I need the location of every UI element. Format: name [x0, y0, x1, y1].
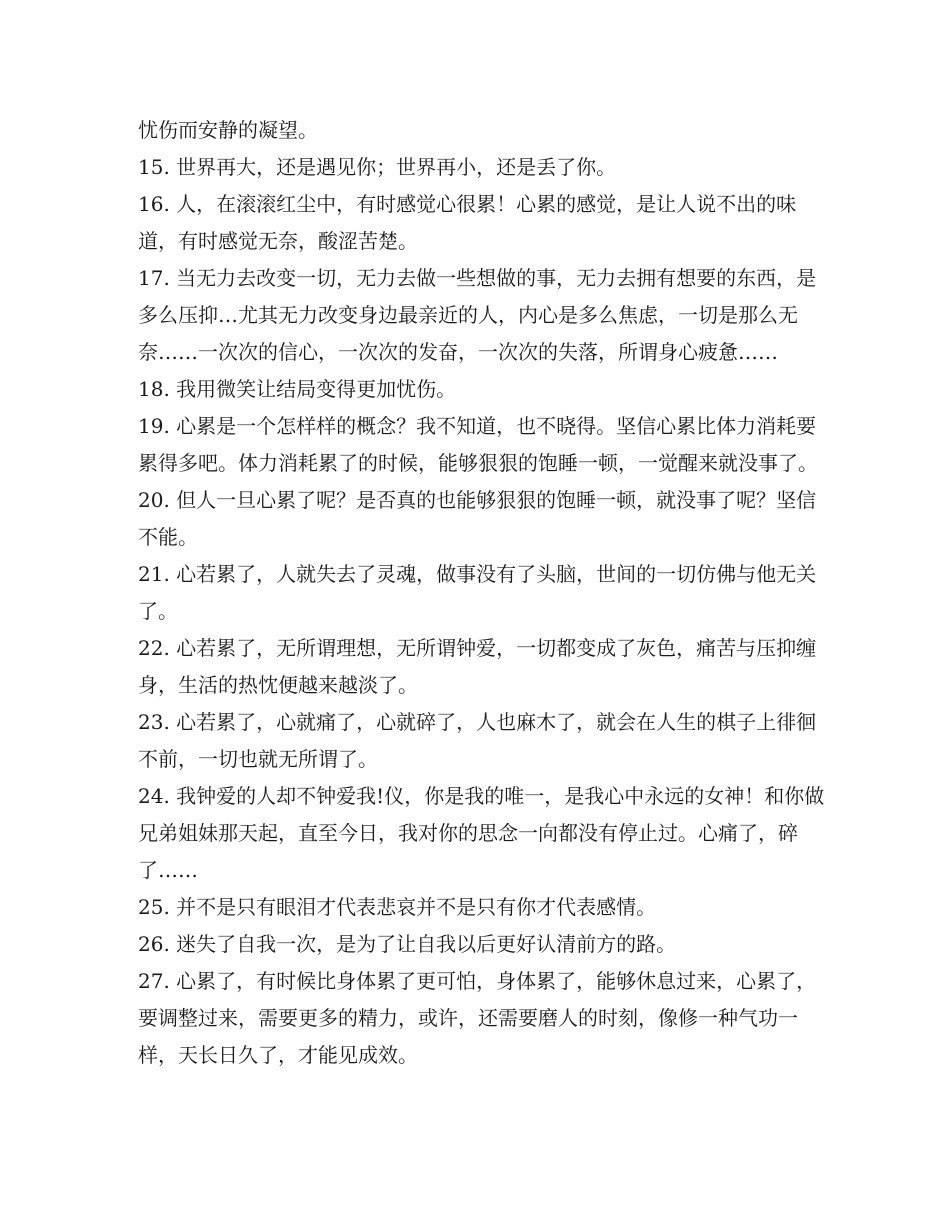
paragraph-item — [138, 408, 828, 482]
paragraph-item — [138, 630, 828, 704]
paragraph-item — [138, 704, 828, 778]
paragraph-number: 16. — [138, 192, 170, 216]
paragraph-text: 我钟爱的人却不钟爱我!仪，你是我的唯一，是我心中永远的女神！和你做兄弟姐妹那天起，直至今日，我对你的思念一向都没有停止过。心痛了，碎了…… — [138, 784, 825, 882]
paragraph-number: 17. — [138, 266, 170, 290]
document-body — [138, 112, 828, 1074]
paragraph-text: 心累是一个怎样样的概念？我不知道，也不晓得。坚信心累比体力消耗要累得多吧。体力消耗累了的时候，能够狠狠的饱睡一顿，一觉醒来就没事了。 — [138, 414, 818, 475]
paragraph-text: 人，在滚滚红尘中，有时感觉心很累！心累的感觉，是让人说不出的味道，有时感觉无奈，酸涩苦楚。 — [138, 192, 797, 253]
paragraph-item — [138, 926, 828, 963]
paragraph-number: 26. — [138, 932, 170, 956]
paragraph-text: 世界再大，还是遇见你；世界再小，还是丢了你。 — [176, 155, 617, 179]
paragraph-number: 19. — [138, 414, 170, 438]
paragraph-text: 心若累了，人就失去了灵魂，做事没有了头脑，世间的一切仿佛与他无关了。 — [138, 562, 817, 623]
paragraph-text: 心若累了，无所谓理想，无所谓钟爱，一切都变成了灰色，痛苦与压抑缠身，生活的热忱便越来越淡了。 — [138, 636, 817, 697]
paragraph-item — [138, 260, 828, 371]
paragraph-item — [138, 889, 828, 926]
paragraph-text: 心若累了，心就痛了，心就碎了，人也麻木了，就会在人生的棋子上徘徊不前，一切也就无所谓了。 — [138, 710, 817, 771]
paragraph-continuation — [138, 112, 828, 149]
paragraph-number: 24. — [138, 784, 170, 808]
paragraph-number: 15. — [138, 155, 170, 179]
paragraph-item — [138, 482, 828, 556]
paragraph-number: 18. — [138, 377, 170, 401]
paragraph-text: 当无力去改变一切，无力去做一些想做的事，无力去拥有想要的东西，是多么压抑…尤其无力改变身边最亲近的人，内心是多么焦虑，一切是那么无奈……一次次的信心，一次次的发奋，一次次的失落，所谓身心疲惫…… — [138, 266, 817, 364]
paragraph-item — [138, 149, 828, 186]
paragraph-item — [138, 963, 828, 1074]
paragraph-text: 心累了，有时候比身体累了更可怕，身体累了，能够休息过来，心累了，要调整过来，需要更多的精力，或许，还需要磨人的时刻，像修一种气功一样，天长日久了，才能见成效。 — [138, 969, 817, 1067]
paragraph-number: 23. — [138, 710, 170, 734]
paragraph-text: 但人一旦心累了呢？是否真的也能够狠狠的饱睡一顿，就没事了呢？坚信不能。 — [138, 488, 817, 549]
paragraph-item — [138, 778, 828, 889]
paragraph-text: 迷失了自我一次，是为了让自我以后更好认清前方的路。 — [176, 932, 677, 956]
paragraph-number: 27. — [138, 969, 170, 993]
paragraph-item — [138, 186, 828, 260]
paragraph-number: 21. — [138, 562, 170, 586]
paragraph-number: 25. — [138, 895, 170, 919]
paragraph-number: 22. — [138, 636, 170, 660]
paragraph-item — [138, 371, 828, 408]
paragraph-item — [138, 556, 828, 630]
paragraph-text: 我用微笑让结局变得更加忧伤。 — [176, 377, 457, 401]
paragraph-number: 20. — [138, 488, 170, 512]
paragraph-text: 并不是只有眼泪才代表悲哀并不是只有你才代表感情。 — [176, 895, 657, 919]
paragraph-text: 忧伤而安静的凝望。 — [138, 118, 318, 142]
